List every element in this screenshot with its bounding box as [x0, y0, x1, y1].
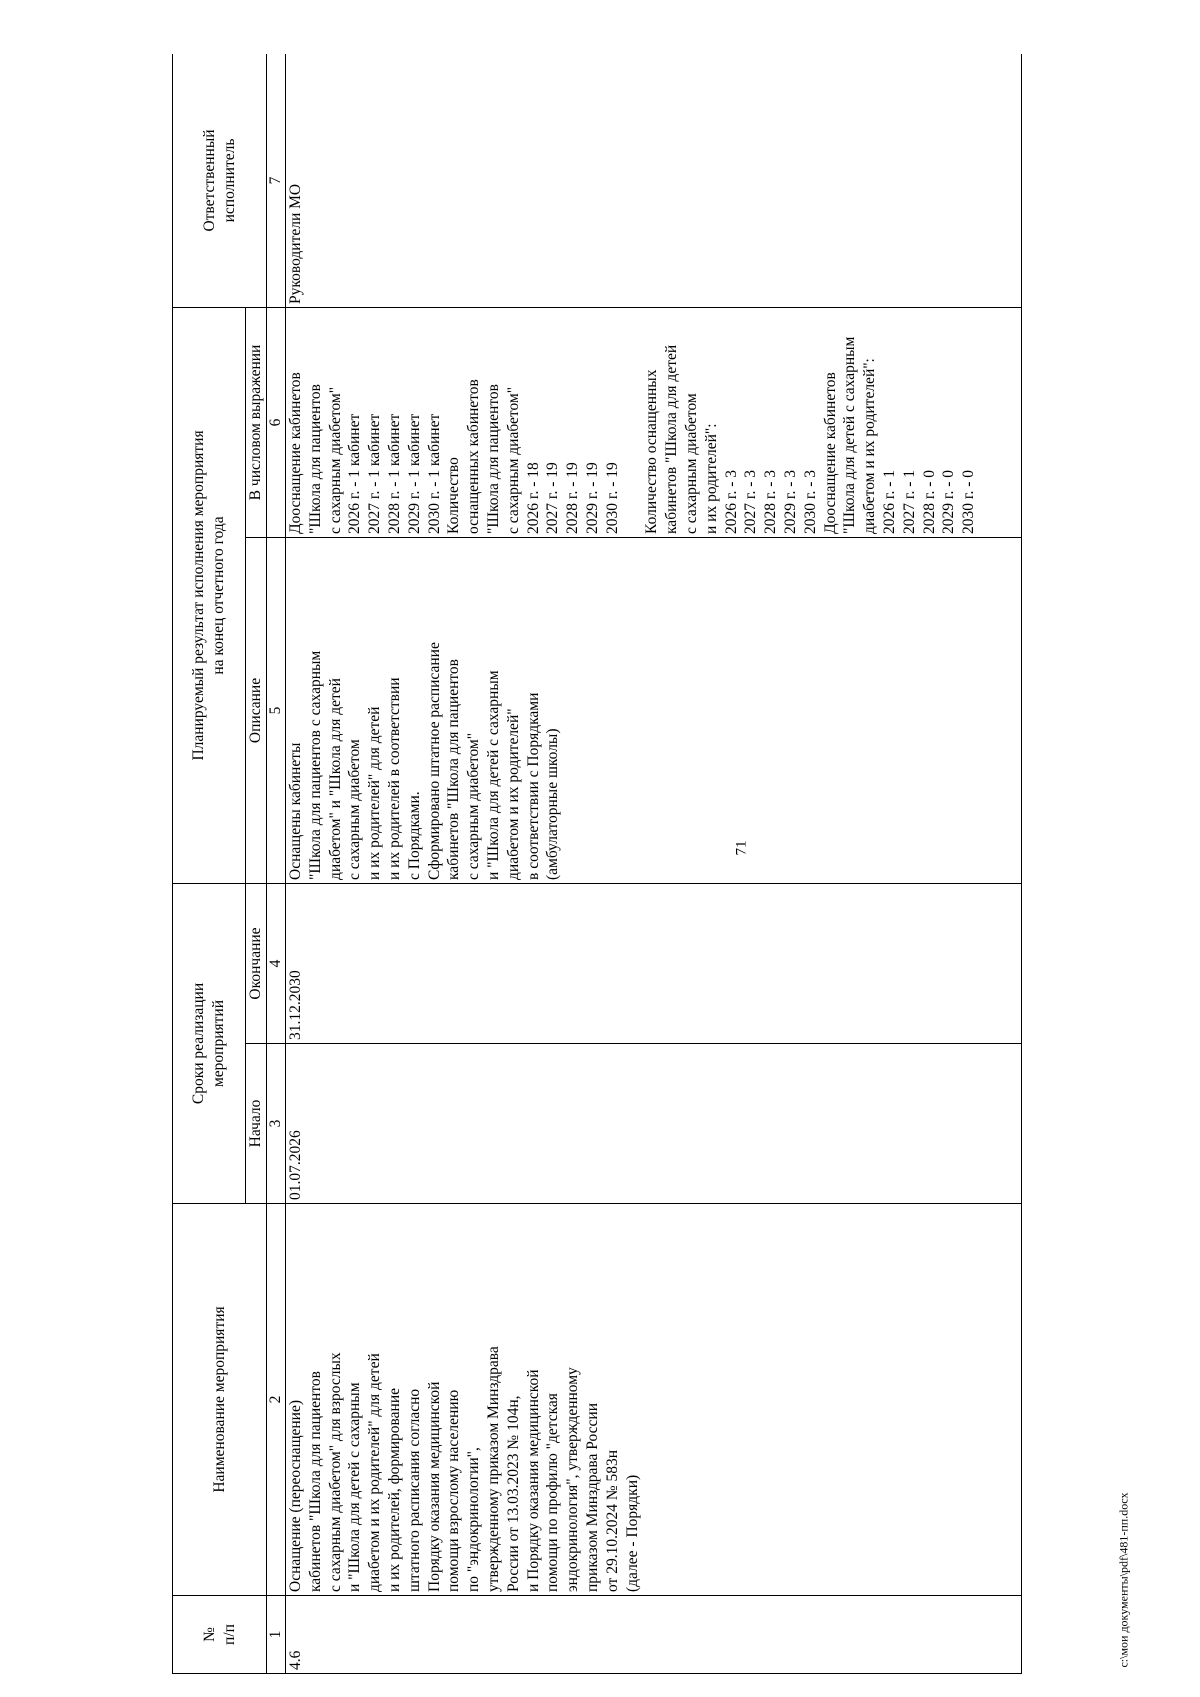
- column-number: 3: [267, 1044, 286, 1204]
- header-numeric: В числовом выражении: [246, 307, 267, 537]
- table-row: [286, 54, 1022, 1674]
- result-numeric: Дооснащение кабинетов "Школа для пациентов с сахарным диабетом" 2026 г. - 1 кабинет 2027 г. - 1 кабинет 2028 г. - 1 кабинет 2029 г. - 1 кабинет 2030 г. - 1 кабинет Количество оснащенных кабинетов "Школа для пациентов с сахарным диабетом" 2026 г. - 18 2027 г. - 19 2028 г. - 19 2029 г. - 19 2030 г. - 19 Количество оснащенных кабинетов "Школа для детей с сахарным диабетом и их родителей": 2026 г. - 3 2027 г. - 3 2028 г. - 3 2029 г. - 3 2030 г. - 3 Дооснащение кабинетов "Школа для детей с сахарным диабетом и их родителей": 2026 г. - 1 2027 г. - 1 2028 г. - 0 2029 г. - 0 2030 г. - 0: [286, 307, 1022, 537]
- landscape-sheet: [172, 54, 1022, 1674]
- header-dates: Сроки реализации мероприятий: [173, 883, 246, 1203]
- end-date: 31.12.2030: [286, 883, 1022, 1043]
- responsible-executor: Руководители МО: [286, 54, 1022, 307]
- column-number-row: [267, 54, 286, 1674]
- column-number: 4: [267, 883, 286, 1043]
- footer-file-path: c:\мои документы\pdf\481-пп.docx: [1116, 1492, 1131, 1668]
- page-number: 71: [733, 840, 750, 856]
- header-name: Наименование мероприятия: [173, 1204, 267, 1596]
- header-start: Начало: [246, 1044, 267, 1204]
- header-responsible: Ответственный исполнитель: [173, 54, 267, 307]
- column-number: 2: [267, 1204, 286, 1596]
- row-number: 4.6: [286, 1596, 1022, 1674]
- header-end: Окончание: [246, 883, 267, 1043]
- header-num: № п/п: [173, 1596, 267, 1674]
- result-description: Оснащены кабинеты "Школа для пациентов с сахарным диабетом" и "Школа для детей с сахарным диабетом и их родителей" для детей и их родителей в соответствии с Порядками. Сформировано штатное расписание кабинетов "Школа для пациентов с сахарным диабетом" и "Школа для детей с сахарным диабетом и их родителей" в соответствии с Порядками (амбулаторные школы): [286, 537, 1022, 883]
- start-date: 01.07.2026: [286, 1044, 1022, 1204]
- column-number: 6: [267, 307, 286, 537]
- header-description: Описание: [246, 537, 267, 883]
- column-number: 7: [267, 54, 286, 307]
- column-number: 5: [267, 537, 286, 883]
- activity-name: Оснащение (переоснащение) кабинетов "Школа для пациентов с сахарным диабетом" для взрослых и "Школа для детей с сахарным диабетом и их родителей" для детей и их родителей, формирование штатного расписания согласно Порядку оказания медицинской помощи взрослому населению по "эндокринологии", утвержденному приказом Минздрава России от 13.03.2023 № 104н, и Порядку оказания медицинской помощи по профилю "детская эндокринология", утвержденному приказом Минздрава России от 29.10.2024 № 583н (далее - Порядки): [286, 1204, 1022, 1596]
- activities-table: [172, 54, 1022, 1674]
- rotated-table-frame: [172, 54, 1022, 1674]
- column-number: 1: [267, 1596, 286, 1674]
- header-result: Планируемый результат исполнения мероприятия на конец отчетного года: [173, 307, 246, 883]
